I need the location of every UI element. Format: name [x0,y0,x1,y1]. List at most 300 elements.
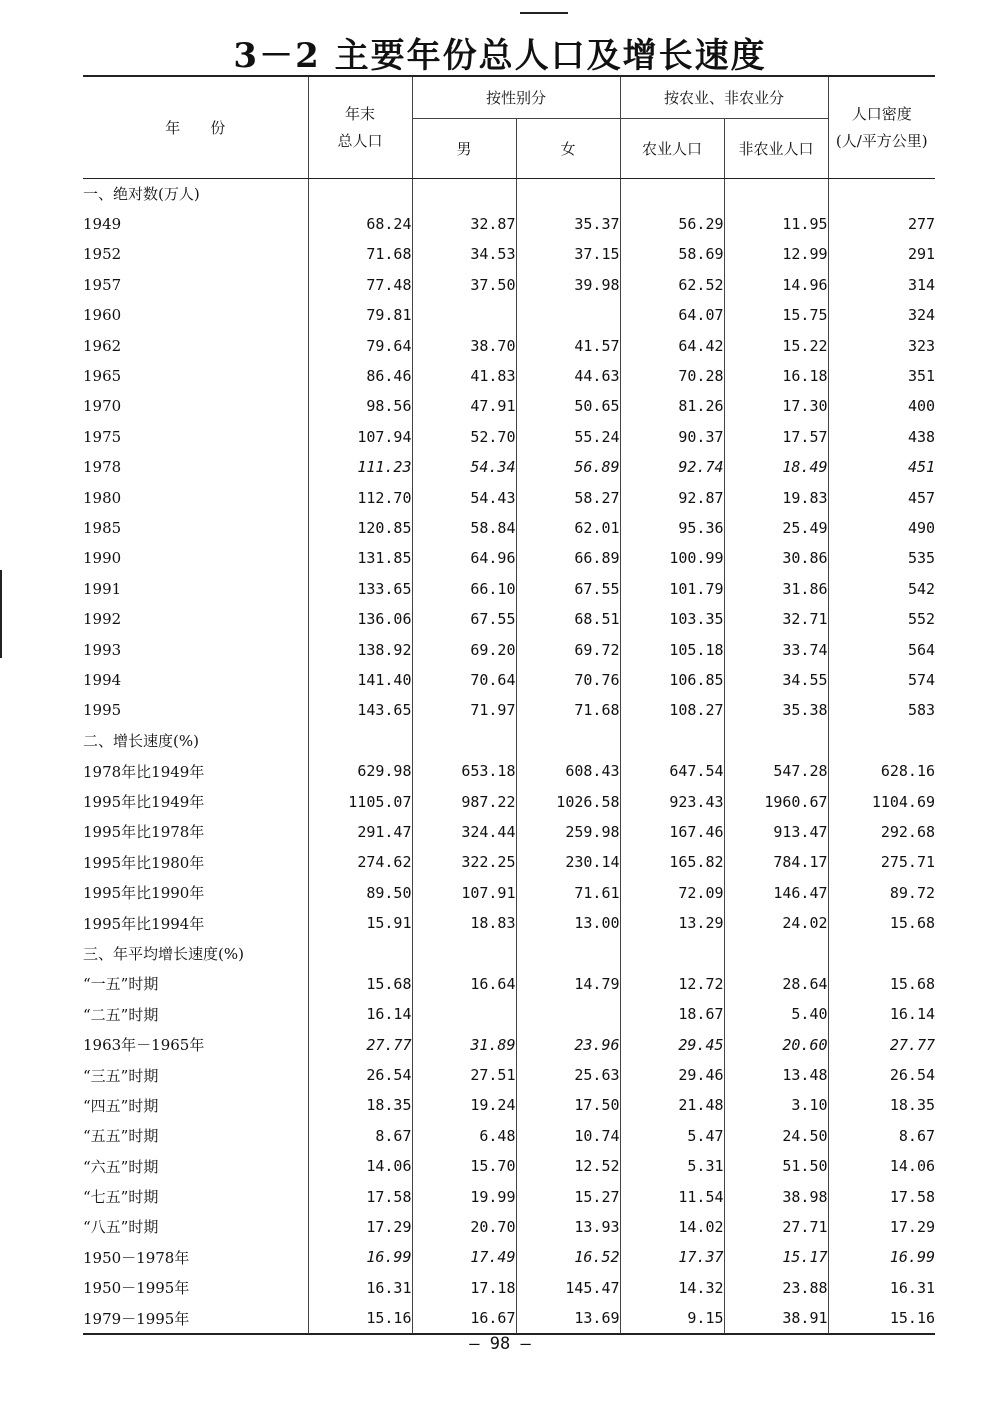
cell-total: 107.94 [308,422,412,452]
cell-female: 56.89 [516,452,620,482]
cell-total: 98.56 [308,391,412,421]
cell-nonagri: 51.50 [724,1151,828,1181]
cell-agri: 58.69 [620,239,724,269]
table-row [83,1090,935,1120]
cell-male: 6.48 [412,1121,516,1151]
row-label: “六五”时期 [83,1157,159,1176]
header-total [308,76,412,178]
empty-cell [412,178,516,209]
cell-agri: 647.54 [620,756,724,786]
row-label: 1975 [83,427,122,446]
row-label: 1995 [83,701,122,720]
cell-female: 10.74 [516,1121,620,1151]
cell-nonagri: 35.38 [724,695,828,725]
header-male: 男 [412,118,516,178]
cell-density: 26.54 [828,1060,935,1090]
cell-male: 47.91 [412,391,516,421]
row-label: “三五”时期 [83,1066,159,1085]
cell-female: 37.15 [516,239,620,269]
table-row [83,391,935,421]
cell-nonagri: 31.86 [724,574,828,604]
cell-agri: 108.27 [620,695,724,725]
table-row [83,422,935,452]
cell-total: 77.48 [308,270,412,300]
row-label: 1980 [83,488,122,507]
row-label: “一五”时期 [83,975,159,994]
cell-nonagri: 16.18 [724,361,828,391]
cell-nonagri: 34.55 [724,665,828,695]
cell-agri: 11.54 [620,1181,724,1211]
cell-nonagri: 12.99 [724,239,828,269]
cell-nonagri: 15.22 [724,330,828,360]
cell-female: 67.55 [516,574,620,604]
cell-male: 66.10 [412,574,516,604]
cell-agri: 64.07 [620,300,724,330]
header-total-line1: 年末 [344,105,375,124]
cell-density: 89.72 [828,877,935,907]
header-density-line2: (人/平方公里) [835,132,928,151]
cell-total: 17.58 [308,1181,412,1211]
title-decoration [520,12,568,14]
table-row [83,1121,935,1151]
cell-density: 16.99 [828,1242,935,1272]
cell-nonagri: 5.40 [724,999,828,1029]
row-label: 1995年比1980年 [83,853,205,872]
cell-agri: 17.37 [620,1242,724,1272]
cell-agri: 64.42 [620,330,724,360]
row-label: 1992 [83,610,122,629]
empty-cell [724,726,828,756]
cell-density: 8.67 [828,1121,935,1151]
empty-cell [620,726,724,756]
cell-total: 291.47 [308,817,412,847]
cell-agri: 5.31 [620,1151,724,1181]
cell-total: 120.85 [308,513,412,543]
cell-total: 133.65 [308,574,412,604]
cell-agri: 72.09 [620,877,724,907]
cell-density: 27.77 [828,1029,935,1059]
cell-density: 628.16 [828,756,935,786]
cell-female: 230.14 [516,847,620,877]
row-label: 1962 [83,336,122,355]
cell-total: 71.68 [308,239,412,269]
cell-nonagri: 23.88 [724,1273,828,1303]
cell-total: 15.91 [308,908,412,938]
empty-cell [308,178,412,209]
cell-male: 15.70 [412,1151,516,1181]
row-label: 1960 [83,306,122,325]
row-label: 1978年比1949年 [83,762,205,781]
cell-male: 19.24 [412,1090,516,1120]
table-row [83,665,935,695]
cell-density: 275.71 [828,847,935,877]
cell-nonagri: 38.98 [724,1181,828,1211]
header-nonagri: 非农业人口 [724,118,828,178]
cell-male: 32.87 [412,209,516,239]
table-row [83,1242,935,1272]
cell-agri: 56.29 [620,209,724,239]
cell-agri: 14.02 [620,1212,724,1242]
cell-nonagri: 1960.67 [724,786,828,816]
table-row [83,1181,935,1211]
cell-total: 68.24 [308,209,412,239]
table-row [83,482,935,512]
cell-total: 15.68 [308,969,412,999]
cell-female: 17.50 [516,1090,620,1120]
cell-total: 8.67 [308,1121,412,1151]
cell-female: 66.89 [516,543,620,573]
header-density-line1: 人口密度 [851,105,912,124]
cell-male: 27.51 [412,1060,516,1090]
cell-agri: 29.45 [620,1029,724,1059]
cell-density: 324 [828,300,935,330]
table-row [83,1273,935,1303]
section-title: 三、年平均增长速度(%) [83,944,244,963]
cell-male: 71.97 [412,695,516,725]
cell-density: 277 [828,209,935,239]
cell-male: 653.18 [412,756,516,786]
cell-female: 55.24 [516,422,620,452]
row-label: “七五”时期 [83,1188,159,1207]
cell-female: 50.65 [516,391,620,421]
cell-female: 69.72 [516,634,620,664]
row-label: 1950－1995年 [83,1279,190,1298]
table-row [83,361,935,391]
cell-density: 314 [828,270,935,300]
cell-male: 37.50 [412,270,516,300]
cell-agri: 9.15 [620,1303,724,1334]
cell-male: 20.70 [412,1212,516,1242]
table-row [83,908,935,938]
cell-density: 291 [828,239,935,269]
cell-total: 79.81 [308,300,412,330]
empty-cell [828,726,935,756]
empty-cell [828,178,935,209]
cell-agri: 100.99 [620,543,724,573]
cell-total: 143.65 [308,695,412,725]
population-table [83,75,935,1335]
cell-nonagri: 27.71 [724,1212,828,1242]
cell-nonagri: 146.47 [724,877,828,907]
row-label: 1957 [83,275,122,294]
cell-density: 552 [828,604,935,634]
table-row [83,543,935,573]
cell-total: 15.16 [308,1303,412,1334]
cell-agri: 923.43 [620,786,724,816]
cell-total: 17.29 [308,1212,412,1242]
header-by-agri: 按农业、非农业分 [620,76,828,118]
cell-nonagri: 25.49 [724,513,828,543]
cell-male [412,999,516,1029]
cell-agri: 62.52 [620,270,724,300]
table-row [83,1029,935,1059]
section-title: 二、增长速度(%) [83,732,199,751]
cell-male [412,300,516,330]
cell-density: 1104.69 [828,786,935,816]
cell-agri: 103.35 [620,604,724,634]
cell-density: 564 [828,634,935,664]
cell-female [516,999,620,1029]
cell-total: 26.54 [308,1060,412,1090]
cell-nonagri: 15.75 [724,300,828,330]
cell-male: 69.20 [412,634,516,664]
cell-nonagri: 18.49 [724,452,828,482]
row-label: 1950－1978年 [83,1248,190,1267]
row-label: 1978 [83,458,122,477]
page-number: — 98 — [469,1334,531,1354]
empty-cell [412,726,516,756]
cell-total: 111.23 [308,452,412,482]
cell-density: 292.68 [828,817,935,847]
cell-agri: 165.82 [620,847,724,877]
cell-total: 136.06 [308,604,412,634]
table-row [83,604,935,634]
cell-male: 34.53 [412,239,516,269]
table-row [83,1303,935,1334]
row-label: 1979－1995年 [83,1309,190,1328]
table-row [83,847,935,877]
row-label: “二五”时期 [83,1005,159,1024]
header-by-sex: 按性别分 [412,76,620,118]
cell-female: 41.57 [516,330,620,360]
row-label: 1995年比1994年 [83,914,205,933]
cell-nonagri: 32.71 [724,604,828,634]
cell-nonagri: 15.17 [724,1242,828,1272]
section-row [83,938,935,968]
empty-cell [516,938,620,968]
cell-agri: 21.48 [620,1090,724,1120]
cell-nonagri: 17.30 [724,391,828,421]
cell-total: 89.50 [308,877,412,907]
cell-female: 23.96 [516,1029,620,1059]
empty-cell [308,726,412,756]
cell-male: 19.99 [412,1181,516,1211]
row-label: 1965 [83,367,122,386]
cell-female: 608.43 [516,756,620,786]
row-label: 1985 [83,518,122,537]
empty-cell [724,178,828,209]
cell-agri: 95.36 [620,513,724,543]
cell-female: 14.79 [516,969,620,999]
cell-agri: 167.46 [620,817,724,847]
cell-agri: 92.74 [620,452,724,482]
empty-cell [724,938,828,968]
cell-total: 138.92 [308,634,412,664]
cell-agri: 12.72 [620,969,724,999]
cell-total: 14.06 [308,1151,412,1181]
cell-female: 39.98 [516,270,620,300]
cell-male: 64.96 [412,543,516,573]
row-label: 1952 [83,245,122,264]
cell-male: 16.64 [412,969,516,999]
cell-density: 542 [828,574,935,604]
cell-agri: 90.37 [620,422,724,452]
cell-total: 16.99 [308,1242,412,1272]
cell-female: 15.27 [516,1181,620,1211]
cell-density: 18.35 [828,1090,935,1120]
section-title: 一、绝对数(万人) [83,185,200,204]
cell-total: 16.31 [308,1273,412,1303]
cell-density: 15.16 [828,1303,935,1334]
row-label: 1994 [83,670,122,689]
row-label: 1995年比1978年 [83,823,205,842]
cell-female: 71.68 [516,695,620,725]
cell-total: 1105.07 [308,786,412,816]
table-row [83,1151,935,1181]
table-row [83,239,935,269]
cell-male: 16.67 [412,1303,516,1334]
cell-density: 323 [828,330,935,360]
cell-nonagri: 24.50 [724,1121,828,1151]
row-label: 1993 [83,640,122,659]
cell-male: 17.49 [412,1242,516,1272]
cell-male: 107.91 [412,877,516,907]
cell-total: 274.62 [308,847,412,877]
cell-female: 13.00 [516,908,620,938]
margin-mark [0,570,2,658]
row-label: “八五”时期 [83,1218,159,1237]
section-row [83,726,935,756]
cell-nonagri: 3.10 [724,1090,828,1120]
cell-nonagri: 33.74 [724,634,828,664]
cell-male: 52.70 [412,422,516,452]
cell-female: 12.52 [516,1151,620,1181]
cell-nonagri: 24.02 [724,908,828,938]
cell-female: 70.76 [516,665,620,695]
header-total-line2: 总人口 [337,132,383,151]
cell-nonagri: 19.83 [724,482,828,512]
cell-nonagri: 20.60 [724,1029,828,1059]
cell-male: 987.22 [412,786,516,816]
cell-male: 17.18 [412,1273,516,1303]
cell-total: 629.98 [308,756,412,786]
cell-density: 400 [828,391,935,421]
cell-agri: 13.29 [620,908,724,938]
cell-female: 145.47 [516,1273,620,1303]
cell-nonagri: 28.64 [724,969,828,999]
cell-agri: 18.67 [620,999,724,1029]
cell-agri: 81.26 [620,391,724,421]
row-label: 1970 [83,397,122,416]
cell-male: 58.84 [412,513,516,543]
empty-cell [516,178,620,209]
cell-density: 15.68 [828,908,935,938]
cell-density: 451 [828,452,935,482]
empty-cell [620,938,724,968]
cell-nonagri: 30.86 [724,543,828,573]
cell-total: 131.85 [308,543,412,573]
cell-density: 14.06 [828,1151,935,1181]
cell-total: 18.35 [308,1090,412,1120]
cell-density: 490 [828,513,935,543]
table-row [83,877,935,907]
cell-density: 457 [828,482,935,512]
empty-cell [828,938,935,968]
table-row [83,756,935,786]
cell-density: 438 [828,422,935,452]
table-row [83,634,935,664]
row-label: “四五”时期 [83,1096,159,1115]
empty-cell [308,938,412,968]
section-row [83,178,935,209]
cell-nonagri: 913.47 [724,817,828,847]
cell-total: 79.64 [308,330,412,360]
page-title: 3－2 主要年份总人口及增长速度 [233,36,767,76]
cell-female: 68.51 [516,604,620,634]
table-row [83,330,935,360]
cell-female: 35.37 [516,209,620,239]
cell-male: 70.64 [412,665,516,695]
cell-density: 16.31 [828,1273,935,1303]
cell-female: 71.61 [516,877,620,907]
row-label: 1995年比1949年 [83,793,205,811]
empty-cell [620,178,724,209]
cell-density: 535 [828,543,935,573]
cell-total: 27.77 [308,1029,412,1059]
row-label: 1995年比1990年 [83,884,205,903]
table-row [83,1212,935,1242]
cell-male: 54.43 [412,482,516,512]
cell-nonagri: 784.17 [724,847,828,877]
cell-agri: 5.47 [620,1121,724,1151]
cell-male: 324.44 [412,817,516,847]
cell-female: 62.01 [516,513,620,543]
cell-density: 16.14 [828,999,935,1029]
table-row [83,513,935,543]
header-density [828,76,935,178]
cell-agri: 92.87 [620,482,724,512]
cell-female [516,300,620,330]
table-row [83,209,935,239]
row-label: “五五”时期 [83,1127,159,1146]
cell-density: 17.29 [828,1212,935,1242]
cell-agri: 106.85 [620,665,724,695]
cell-total: 86.46 [308,361,412,391]
cell-male: 31.89 [412,1029,516,1059]
cell-nonagri: 14.96 [724,270,828,300]
table-row [83,574,935,604]
table-row [83,270,935,300]
table-row [83,452,935,482]
cell-nonagri: 17.57 [724,422,828,452]
cell-agri: 70.28 [620,361,724,391]
cell-density: 17.58 [828,1181,935,1211]
row-label: 1949 [83,215,122,234]
table-row [83,969,935,999]
cell-male: 67.55 [412,604,516,634]
cell-density: 351 [828,361,935,391]
table-row [83,1060,935,1090]
cell-agri: 14.32 [620,1273,724,1303]
cell-total: 16.14 [308,999,412,1029]
cell-nonagri: 11.95 [724,209,828,239]
cell-female: 44.63 [516,361,620,391]
cell-female: 13.69 [516,1303,620,1334]
cell-male: 38.70 [412,330,516,360]
cell-male: 322.25 [412,847,516,877]
cell-male: 41.83 [412,361,516,391]
table-row [83,817,935,847]
table-row [83,695,935,725]
header-female: 女 [516,118,620,178]
cell-female: 58.27 [516,482,620,512]
cell-agri: 105.18 [620,634,724,664]
row-label: 1991 [83,579,122,598]
cell-female: 1026.58 [516,786,620,816]
cell-agri: 29.46 [620,1060,724,1090]
cell-total: 141.40 [308,665,412,695]
table-header [83,76,935,178]
